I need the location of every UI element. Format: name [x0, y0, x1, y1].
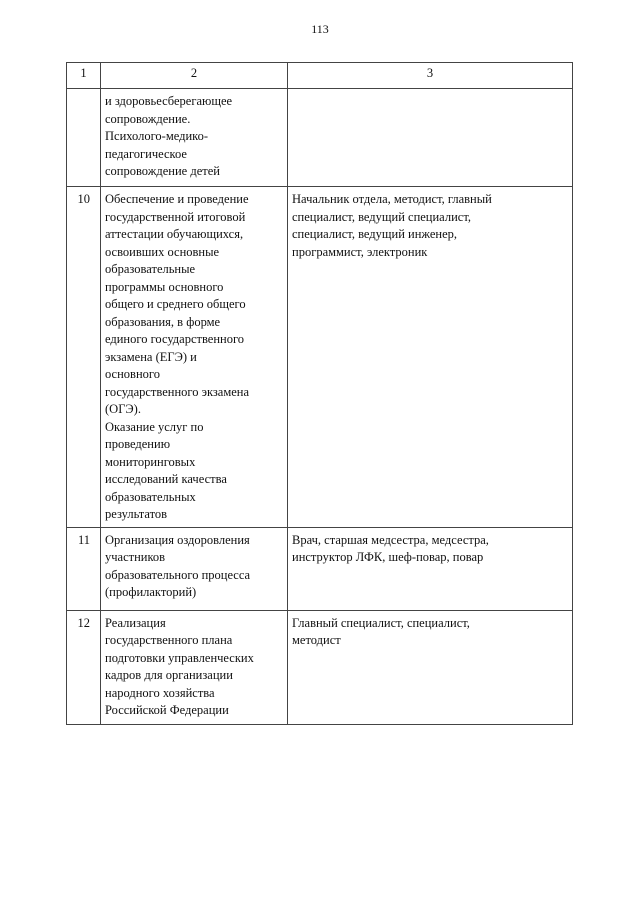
- table-row: [67, 187, 573, 528]
- activity-cell: и здоровьесберегающее сопровождение. Психолого-медико- педагогическое сопровождение детей: [101, 89, 288, 187]
- positions-cell: [288, 89, 573, 187]
- positions-cell: Главный специалист, специалист, методист: [288, 610, 573, 724]
- staff-table: [66, 62, 573, 725]
- activity-cell: Обеспечение и проведение государственной итоговой аттестации обучающихся, освоивших основные образовательные программы основного общего и среднего общего образования, в форме единого государственного экзамена (ЕГЭ) и основного государственного экзамена (ОГЭ). Оказание услуг по проведению мониторинговых исследований качества образовательных результатов: [101, 187, 288, 528]
- activity-cell: Организация оздоровления участников образовательного процесса (профилакторий): [101, 527, 288, 610]
- positions-cell: Начальник отдела, методист, главный специалист, ведущий специалист, специалист, ведущий инженер, программист, электроник: [288, 187, 573, 528]
- table-header-row: [67, 63, 573, 89]
- positions-cell: Врач, старшая медсестра, медсестра, инструктор ЛФК, шеф-повар, повар: [288, 527, 573, 610]
- table-row: [67, 610, 573, 724]
- row-number: [67, 89, 101, 187]
- table-row: [67, 89, 573, 187]
- table-row: [67, 527, 573, 610]
- activity-cell: Реализация государственного плана подготовки управленческих кадров для организации народного хозяйства Российской Федерации: [101, 610, 288, 724]
- header-cell-2: 2: [101, 63, 288, 89]
- page-number: 113: [311, 22, 329, 36]
- header-cell-3: 3: [288, 63, 573, 89]
- row-number: 11: [67, 527, 101, 610]
- row-number: 12: [67, 610, 101, 724]
- header-cell-1: 1: [67, 63, 101, 89]
- row-number: 10: [67, 187, 101, 528]
